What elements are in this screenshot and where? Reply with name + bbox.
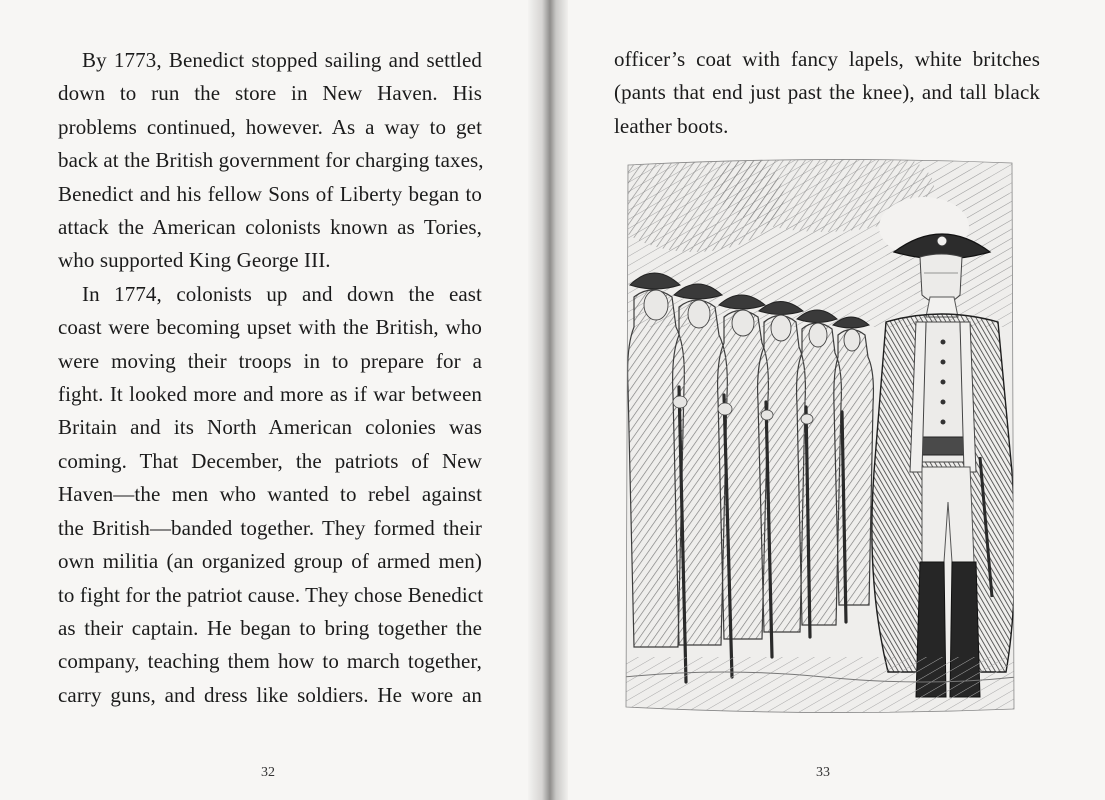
text-line: attack the American colonists known as Tories, bbox=[58, 215, 482, 240]
text-line: problems continued, however. As a way to get bbox=[58, 114, 482, 139]
text-line: to fight for the patriot cause. They chose Benedict bbox=[58, 582, 484, 607]
text-line: coming. That December, the patriots of New bbox=[58, 448, 482, 473]
text-line: (pants that end just past the knee), and tall black bbox=[614, 80, 1040, 105]
text-line: own militia (an organized group of armed men) bbox=[58, 549, 482, 574]
text-line: coast were becoming upset with the British, who bbox=[58, 315, 482, 340]
right-page-text bbox=[614, 43, 1040, 143]
text-line: leather boots. bbox=[614, 113, 729, 138]
text-line: company, teaching them how to march together, bbox=[58, 649, 482, 674]
pencil-sketch-image bbox=[624, 157, 1016, 715]
text-line: back at the British government for charging taxes, bbox=[58, 148, 484, 173]
text-line: down to run the store in New Haven. His bbox=[58, 81, 482, 106]
text-line: Britain and its North American colonies was bbox=[58, 415, 482, 440]
text-line: carry guns, and dress like soldiers. He wore an bbox=[58, 682, 482, 707]
text-line: who supported King George III. bbox=[58, 248, 331, 273]
page-number-left: 32 bbox=[261, 765, 275, 780]
text-line: were moving their troops in to prepare for a bbox=[58, 348, 482, 373]
text-line: as their captain. He began to bring together the bbox=[58, 615, 482, 640]
text-line: officer’s coat with fancy lapels, white britches bbox=[614, 47, 1040, 71]
text-line: Benedict and his fellow Sons of Liberty began to bbox=[58, 181, 482, 206]
text-line: fight. It looked more and more as if war between bbox=[58, 382, 482, 407]
text-line: By 1773, Benedict stopped sailing and settled bbox=[82, 48, 482, 72]
left-page-text bbox=[58, 44, 482, 712]
text-line: Haven—the men who wanted to rebel against bbox=[58, 482, 482, 507]
book-gutter bbox=[528, 0, 568, 800]
text-line: the British—banded together. They formed their bbox=[58, 515, 482, 540]
page-number-right: 33 bbox=[816, 765, 830, 780]
text-line: In 1774, colonists up and down the east bbox=[82, 281, 482, 306]
militia-illustration bbox=[624, 157, 1016, 715]
